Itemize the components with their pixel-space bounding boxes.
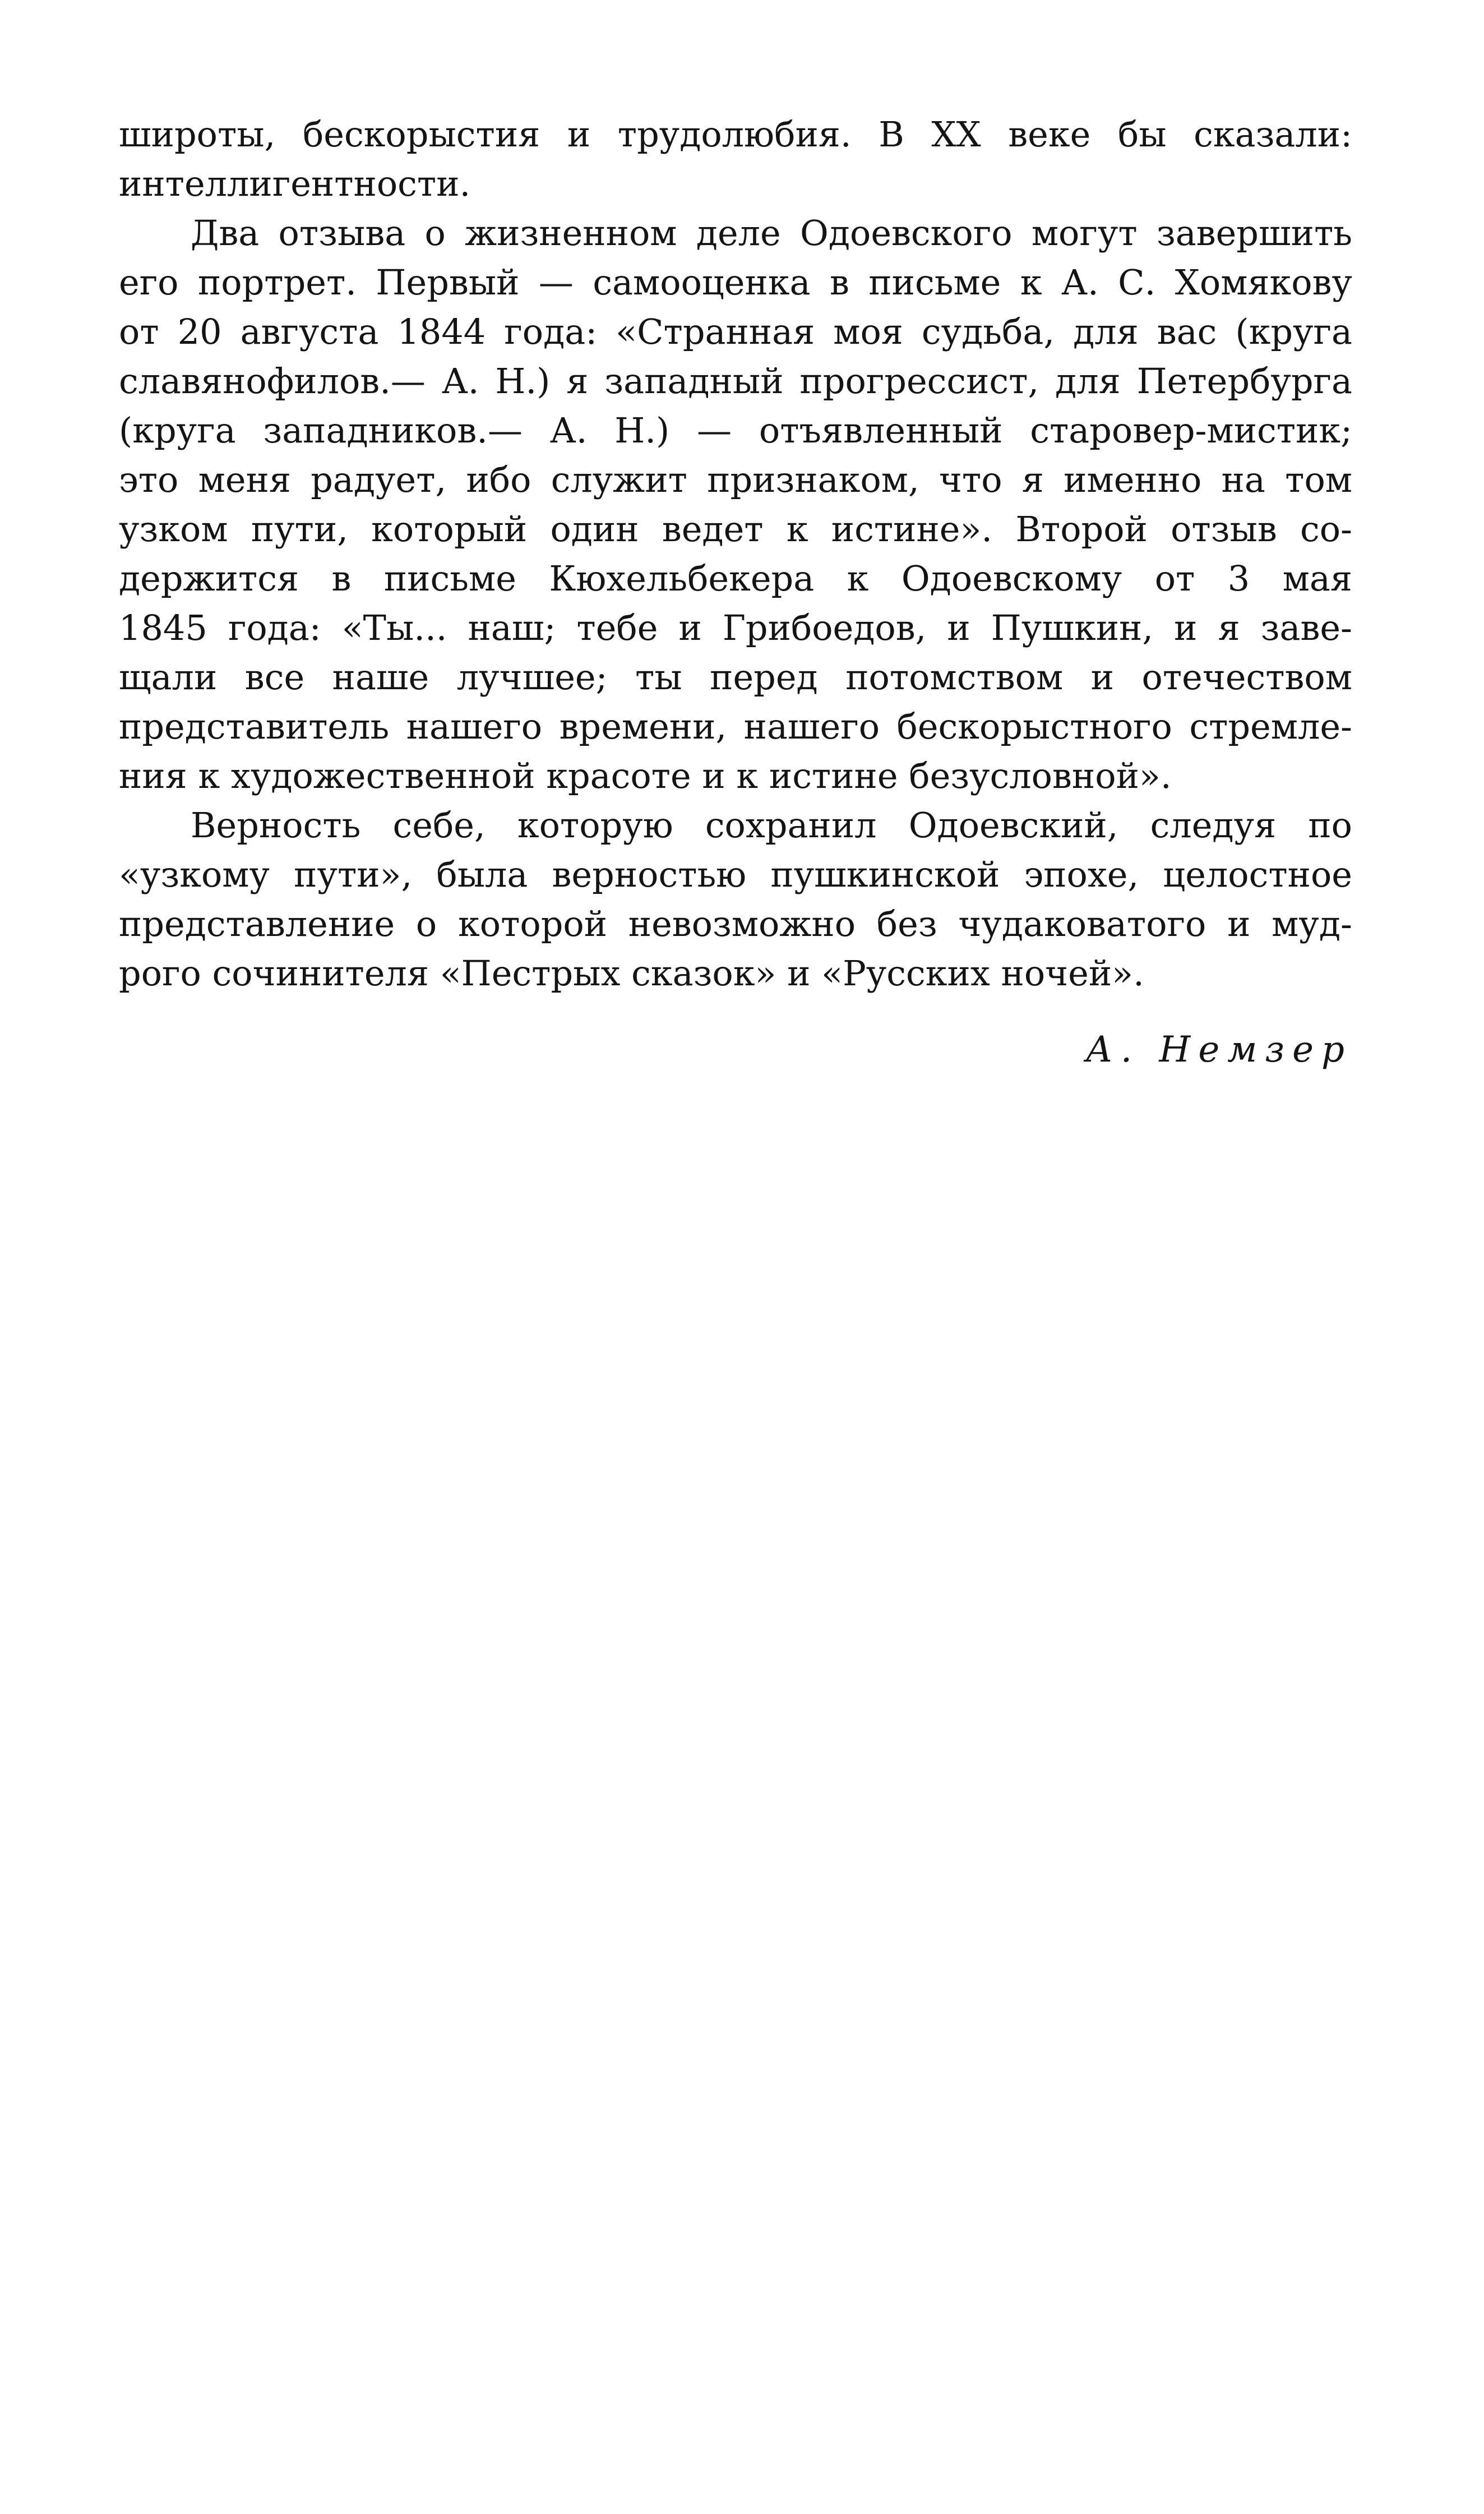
paragraph-2 [119, 209, 1352, 801]
text-line: Два отзыва о жизненном деле Одоевского могут завершить [191, 213, 1352, 253]
text-line: представление о которой невозможно без чудаковатого и муд- [119, 903, 1352, 944]
author-signature: А. Немзер [1085, 1029, 1352, 1071]
text-line: широты, бескорыстия и трудолюбия. В XX веке бы сказали: [119, 114, 1352, 155]
text-line: держится в письме Кюхельбекера к Одоевскому от 3 мая [119, 558, 1352, 599]
paragraph-3 [119, 801, 1352, 998]
text-line: представитель нашего времени, нашего бескорыстного стремле- [119, 706, 1352, 747]
text-line: «узкому пути», была верностью пушкинской эпохе, целостное [119, 854, 1352, 895]
text-line: узком пути, который один ведет к истине». Второй отзыв со- [119, 509, 1352, 550]
paragraph-1 [119, 110, 1352, 209]
text-line: славянофилов.— А. Н.) я западный прогрессист, для Петербурга [119, 361, 1352, 402]
text-line: его портрет. Первый — самооценка в письме к А. С. Хомякову [119, 262, 1352, 303]
text-line: от 20 августа 1844 года: «Странная моя судьба, для вас (круга [119, 311, 1352, 352]
text-line: (круга западников.— А. Н.) — отъявленный старовер-мистик; [119, 410, 1352, 451]
text-line: 1845 года: «Ты... наш; тебе и Грибоедов, и Пушкин, и я заве- [119, 607, 1352, 648]
body-text [119, 110, 1352, 998]
text-line: ния к художественной красоте и к истине безусловной». [119, 755, 1172, 796]
text-line: Верность себе, которую сохранил Одоевский, следуя по [191, 805, 1352, 846]
text-line: рого сочинителя «Пестрых сказок» и «Русских ночей». [119, 953, 1144, 994]
text-line: щали все наше лучшее; ты перед потомством и отечеством [119, 657, 1352, 698]
text-line: это меня радует, ибо служит признаком, что я именно на том [119, 459, 1352, 500]
text-line: интеллигентности. [119, 163, 471, 204]
